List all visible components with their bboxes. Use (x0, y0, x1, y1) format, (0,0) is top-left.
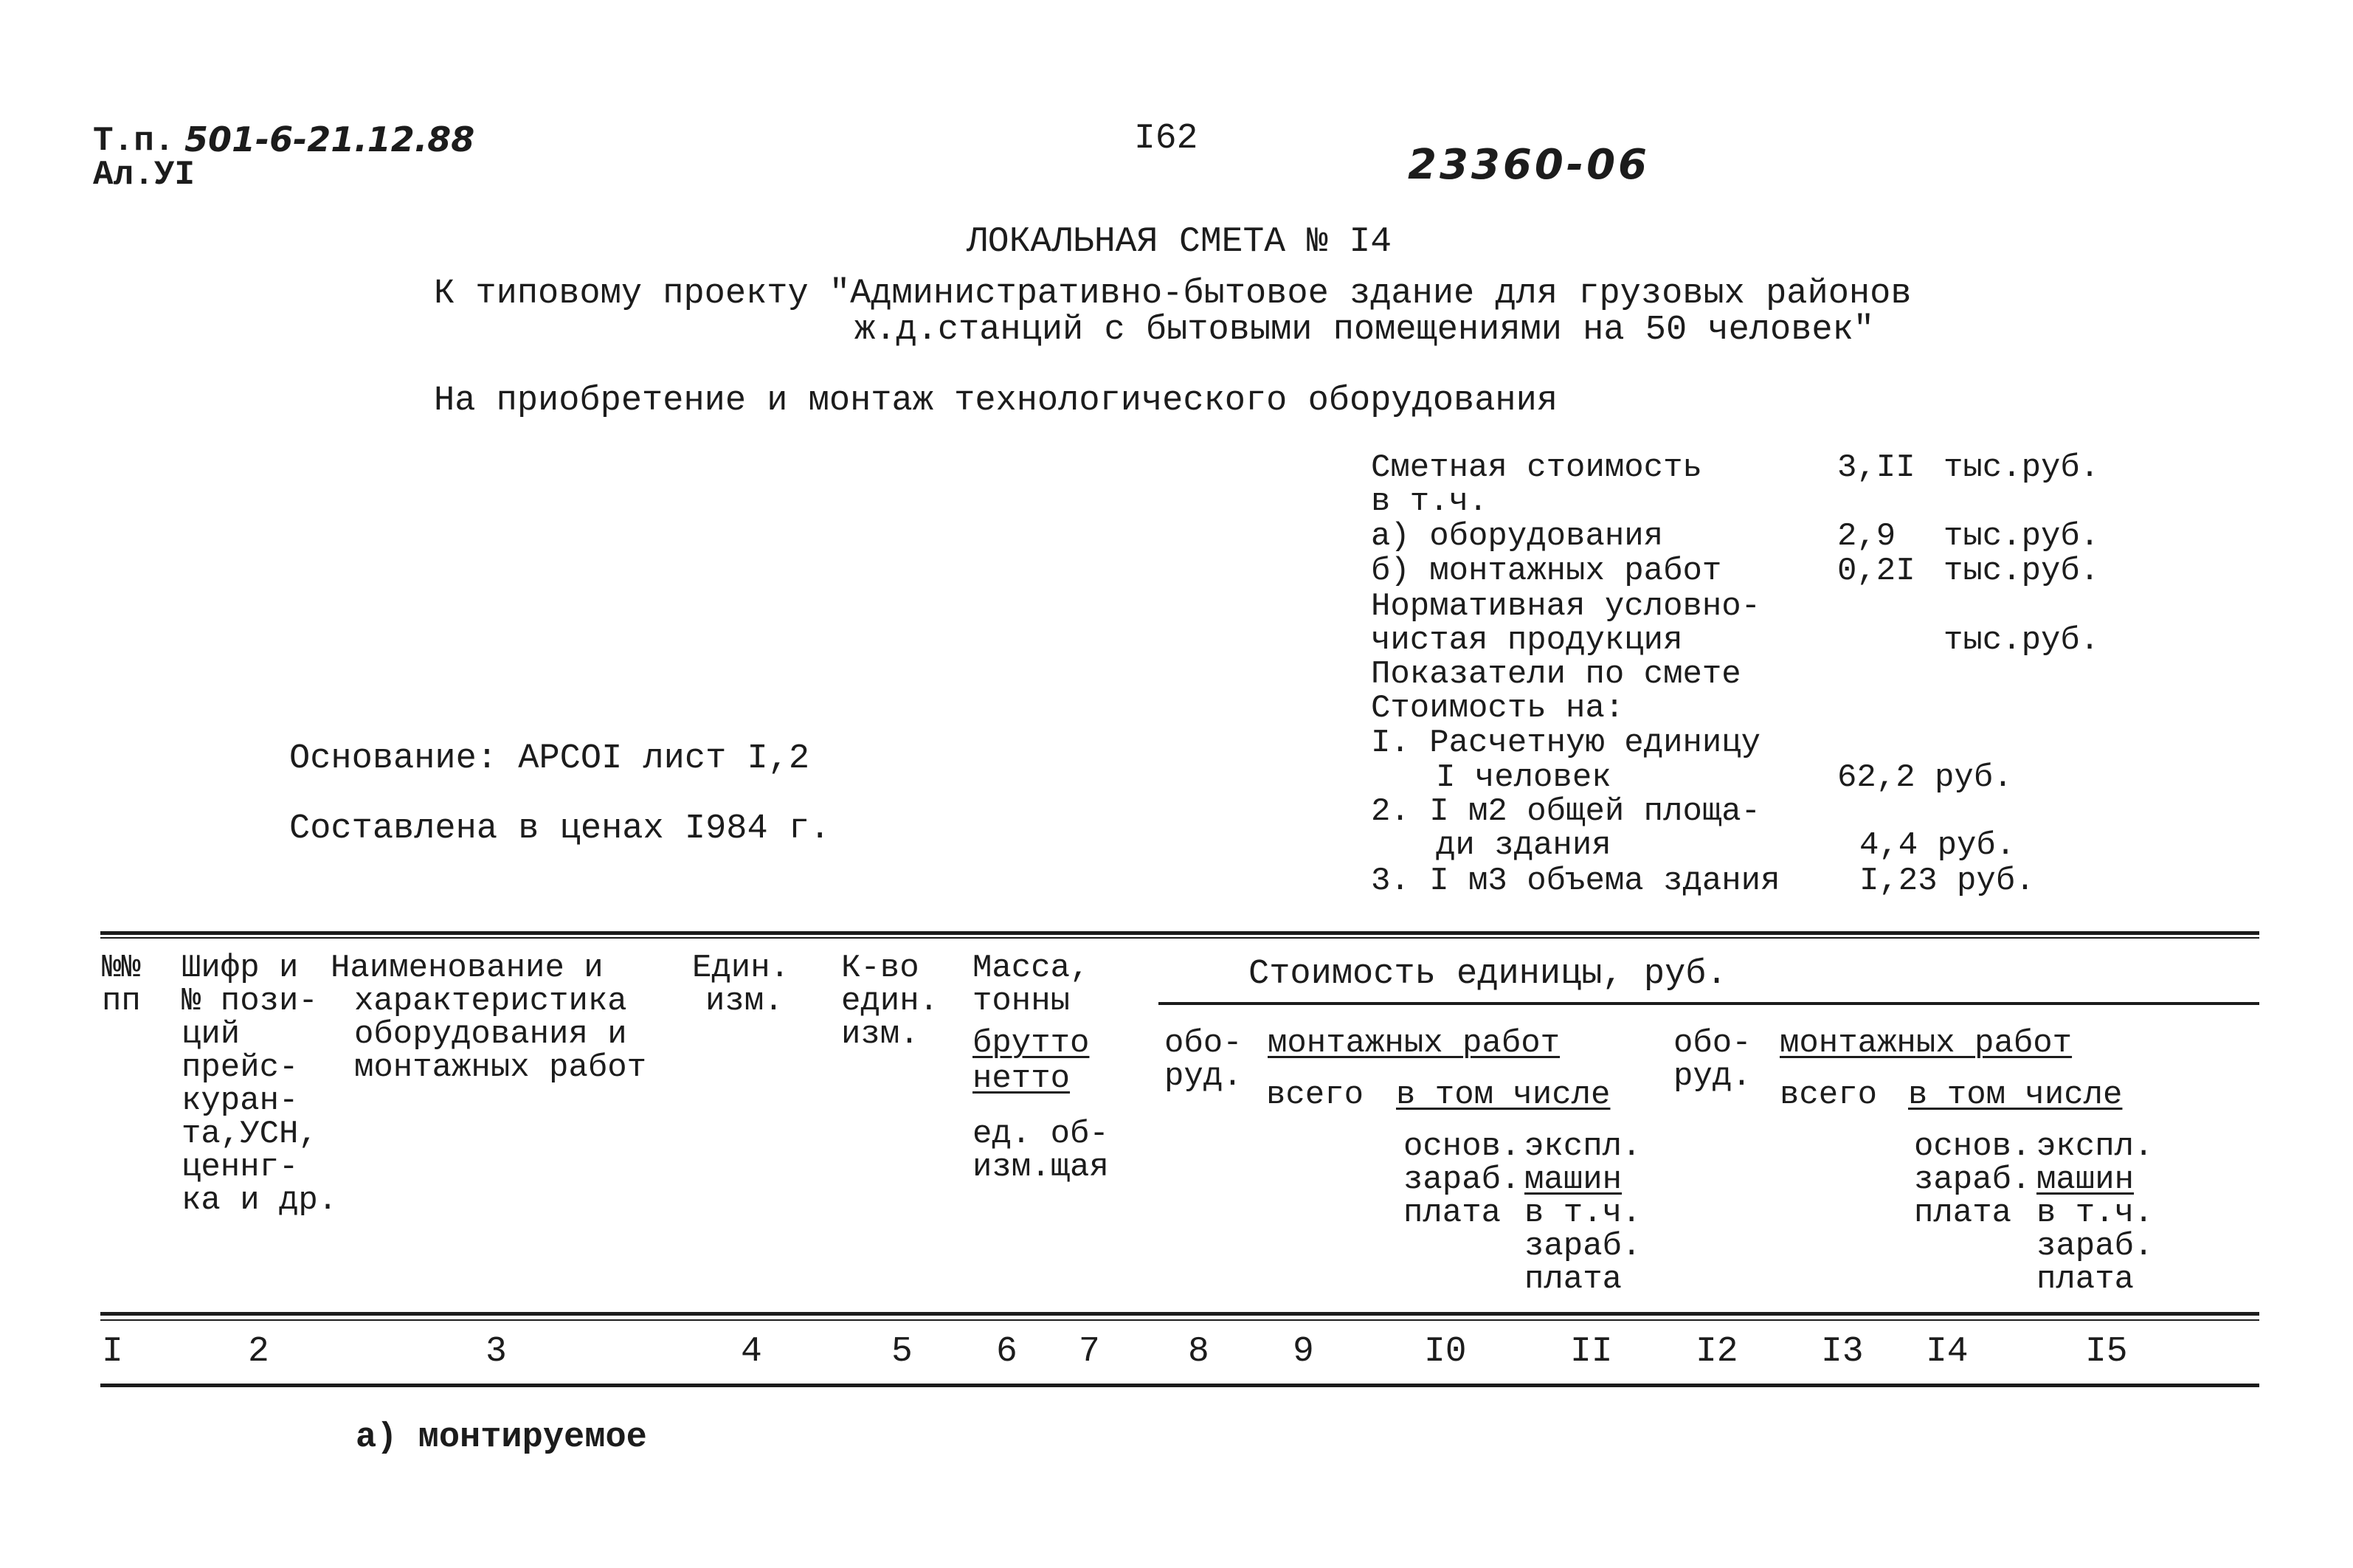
col2-line-4: прейс- (182, 1049, 299, 1086)
summary-incl: в т.ч. (1371, 483, 1488, 520)
column-number: I3 (1821, 1332, 1864, 1372)
column-number: 4 (741, 1332, 762, 1372)
table-top-rule-thin (100, 937, 2259, 939)
column-number: 8 (1188, 1332, 1209, 1372)
summary-norm-line-1: Нормативная условно- (1371, 588, 1761, 625)
mass-brutto: брутто (972, 1025, 1090, 1062)
column-number: 9 (1293, 1332, 1314, 1372)
summary-norm-unit: тыс.руб. (1943, 622, 2100, 659)
inventory-number: 23360-06 (1408, 141, 1650, 189)
summary-equip-unit: тыс.руб. (1943, 518, 2100, 555)
machines-a-line-5: плата (1524, 1261, 1623, 1298)
equip-b-line-1: обо- (1673, 1025, 1752, 1062)
summary-item2-line-2: ди здания (1436, 827, 1611, 864)
summary-total-value: 3,II (1837, 449, 1915, 486)
tp-prefix: Т.п. (93, 122, 175, 160)
summary-equip-value: 2,9 (1837, 518, 1896, 555)
col5-line-1: К-во (841, 950, 919, 987)
summary-equip-label: а) оборудования (1371, 518, 1664, 555)
wage-b-line-3: плата (1914, 1195, 2012, 1232)
column-number: 6 (996, 1332, 1017, 1372)
col3-line-1: Наименование и (331, 950, 604, 987)
install-works-a: монтажных работ (1268, 1025, 1561, 1062)
col5-line-3: изм. (841, 1016, 919, 1053)
column-number: I (102, 1332, 123, 1372)
summary-install-unit: тыс.руб. (1943, 553, 2100, 590)
column-number: 5 (891, 1332, 913, 1372)
wage-a-line-3: плата (1403, 1195, 1502, 1232)
install-incl-b: в том числе (1908, 1077, 2123, 1113)
column-number: I5 (2085, 1332, 2128, 1372)
install-total-a: всего (1266, 1077, 1364, 1113)
machines-b-line-2: машин (2036, 1161, 2135, 1198)
col2-line-7: ценнг- (182, 1149, 299, 1186)
machines-b-line-4: зараб. (2036, 1228, 2154, 1265)
col4-line-2: изм. (705, 983, 784, 1020)
machines-b-line-5: плата (2036, 1261, 2135, 1298)
col3-line-4: монтажных работ (354, 1049, 647, 1086)
col3-line-2: характеристика (354, 983, 627, 1020)
col2-line-8: ка и др. (182, 1182, 338, 1219)
estimate-purpose: На приобретение и монтаж технологического оборудования (434, 381, 1558, 421)
column-number: I4 (1926, 1332, 1969, 1372)
summary-install-value: 0,2I (1837, 553, 1915, 590)
column-number: I2 (1696, 1332, 1738, 1372)
machines-a-line-1: экспл. (1524, 1128, 1642, 1165)
project-line-1: К типовому проекту "Административно-бытовое здание для грузовых районов (434, 274, 1912, 314)
col4-line-1: Един. (692, 950, 790, 987)
table-top-rule (100, 931, 2259, 935)
mass-line-1: Масса, (972, 950, 1090, 987)
install-works-b: монтажных работ (1780, 1025, 2073, 1062)
column-number: 3 (486, 1332, 507, 1372)
numbers-bottom-rule (100, 1384, 2259, 1387)
summary-item3-label: 3. I м3 объема здания (1371, 863, 1780, 899)
summary-item1-line-2: I человек (1436, 759, 1611, 796)
mass-unit-line-1: ед. об- (972, 1116, 1109, 1153)
wage-a-line-1: основ. (1403, 1128, 1521, 1165)
machines-b-line-1: экспл. (2036, 1128, 2154, 1165)
summary-cost-for: Стоимость на: (1371, 690, 1625, 727)
column-number: I0 (1424, 1332, 1467, 1372)
mass-line-2: тонны (972, 983, 1071, 1020)
col1-line-2: пп (102, 983, 141, 1020)
album-label: Ал.УI (93, 156, 196, 194)
machines-a-line-3: в т.ч. (1524, 1195, 1642, 1232)
header-bottom-rule-thin (100, 1319, 2259, 1321)
summary-item1-line-1: I. Расчетную единицу (1371, 725, 1761, 761)
machines-a-line-4: зараб. (1524, 1228, 1642, 1265)
summary-total-label: Сметная стоимость (1371, 449, 1702, 486)
column-number: II (1570, 1332, 1613, 1372)
column-number: 2 (248, 1332, 269, 1372)
section-title: а) монтируемое (356, 1418, 647, 1457)
project-line-2: ж.д.станций с бытовыми помещениями на 50 человек" (854, 311, 1875, 350)
unit-cost-heading: Стоимость единицы, руб. (1248, 955, 1727, 994)
header-bottom-rule (100, 1312, 2259, 1316)
summary-item2-line-1: 2. I м2 общей площа- (1371, 793, 1761, 830)
summary-norm-line-2: чистая продукция (1371, 622, 1683, 659)
col2-line-3: ций (182, 1016, 241, 1053)
wage-b-line-2: зараб. (1914, 1161, 2031, 1198)
install-incl-a: в том числе (1396, 1077, 1611, 1113)
equip-b-line-2: руд. (1673, 1058, 1752, 1095)
basis-reference: Основание: АРСОI лист I,2 (289, 739, 810, 778)
summary-item3-value: I,23 руб. (1859, 863, 2035, 899)
machines-a-line-2: машин (1524, 1161, 1623, 1198)
wage-a-line-2: зараб. (1403, 1161, 1521, 1198)
page-number: I62 (1134, 119, 1198, 159)
col2-line-6: та,УСН, (182, 1116, 318, 1153)
summary-item2-value: 4,4 руб. (1859, 827, 2016, 864)
mass-netto: нетто (972, 1060, 1071, 1097)
summary-total-unit: тыс.руб. (1943, 449, 2100, 486)
col2-line-2: № пози- (182, 983, 318, 1020)
price-level: Составлена в ценах I984 г. (289, 809, 831, 849)
mass-unit-line-2: изм.щая (972, 1149, 1109, 1186)
machines-b-line-3: в т.ч. (2036, 1195, 2154, 1232)
wage-b-line-1: основ. (1914, 1128, 2031, 1165)
col2-line-1: Шифр и (182, 950, 299, 987)
col1-line-1: №№ (102, 950, 141, 987)
summary-install-label: б) монтажных работ (1371, 553, 1722, 590)
document-heading: ЛОКАЛЬНАЯ СМЕТА № I4 (967, 222, 1392, 262)
col3-line-3: оборудования и (354, 1016, 627, 1053)
col2-line-5: куран- (182, 1082, 299, 1119)
column-number: 7 (1079, 1332, 1100, 1372)
col5-line-2: един. (841, 983, 939, 1020)
equip-a-line-2: руд. (1164, 1058, 1243, 1095)
tp-number: 501-6-21.12.88 (184, 120, 475, 159)
install-total-b: всего (1780, 1077, 1878, 1113)
equip-a-line-1: обо- (1164, 1025, 1243, 1062)
cost-group-rule (1158, 1002, 2259, 1005)
summary-item1-value: 62,2 руб. (1837, 759, 2013, 796)
summary-indicators: Показатели по смете (1371, 656, 1741, 693)
